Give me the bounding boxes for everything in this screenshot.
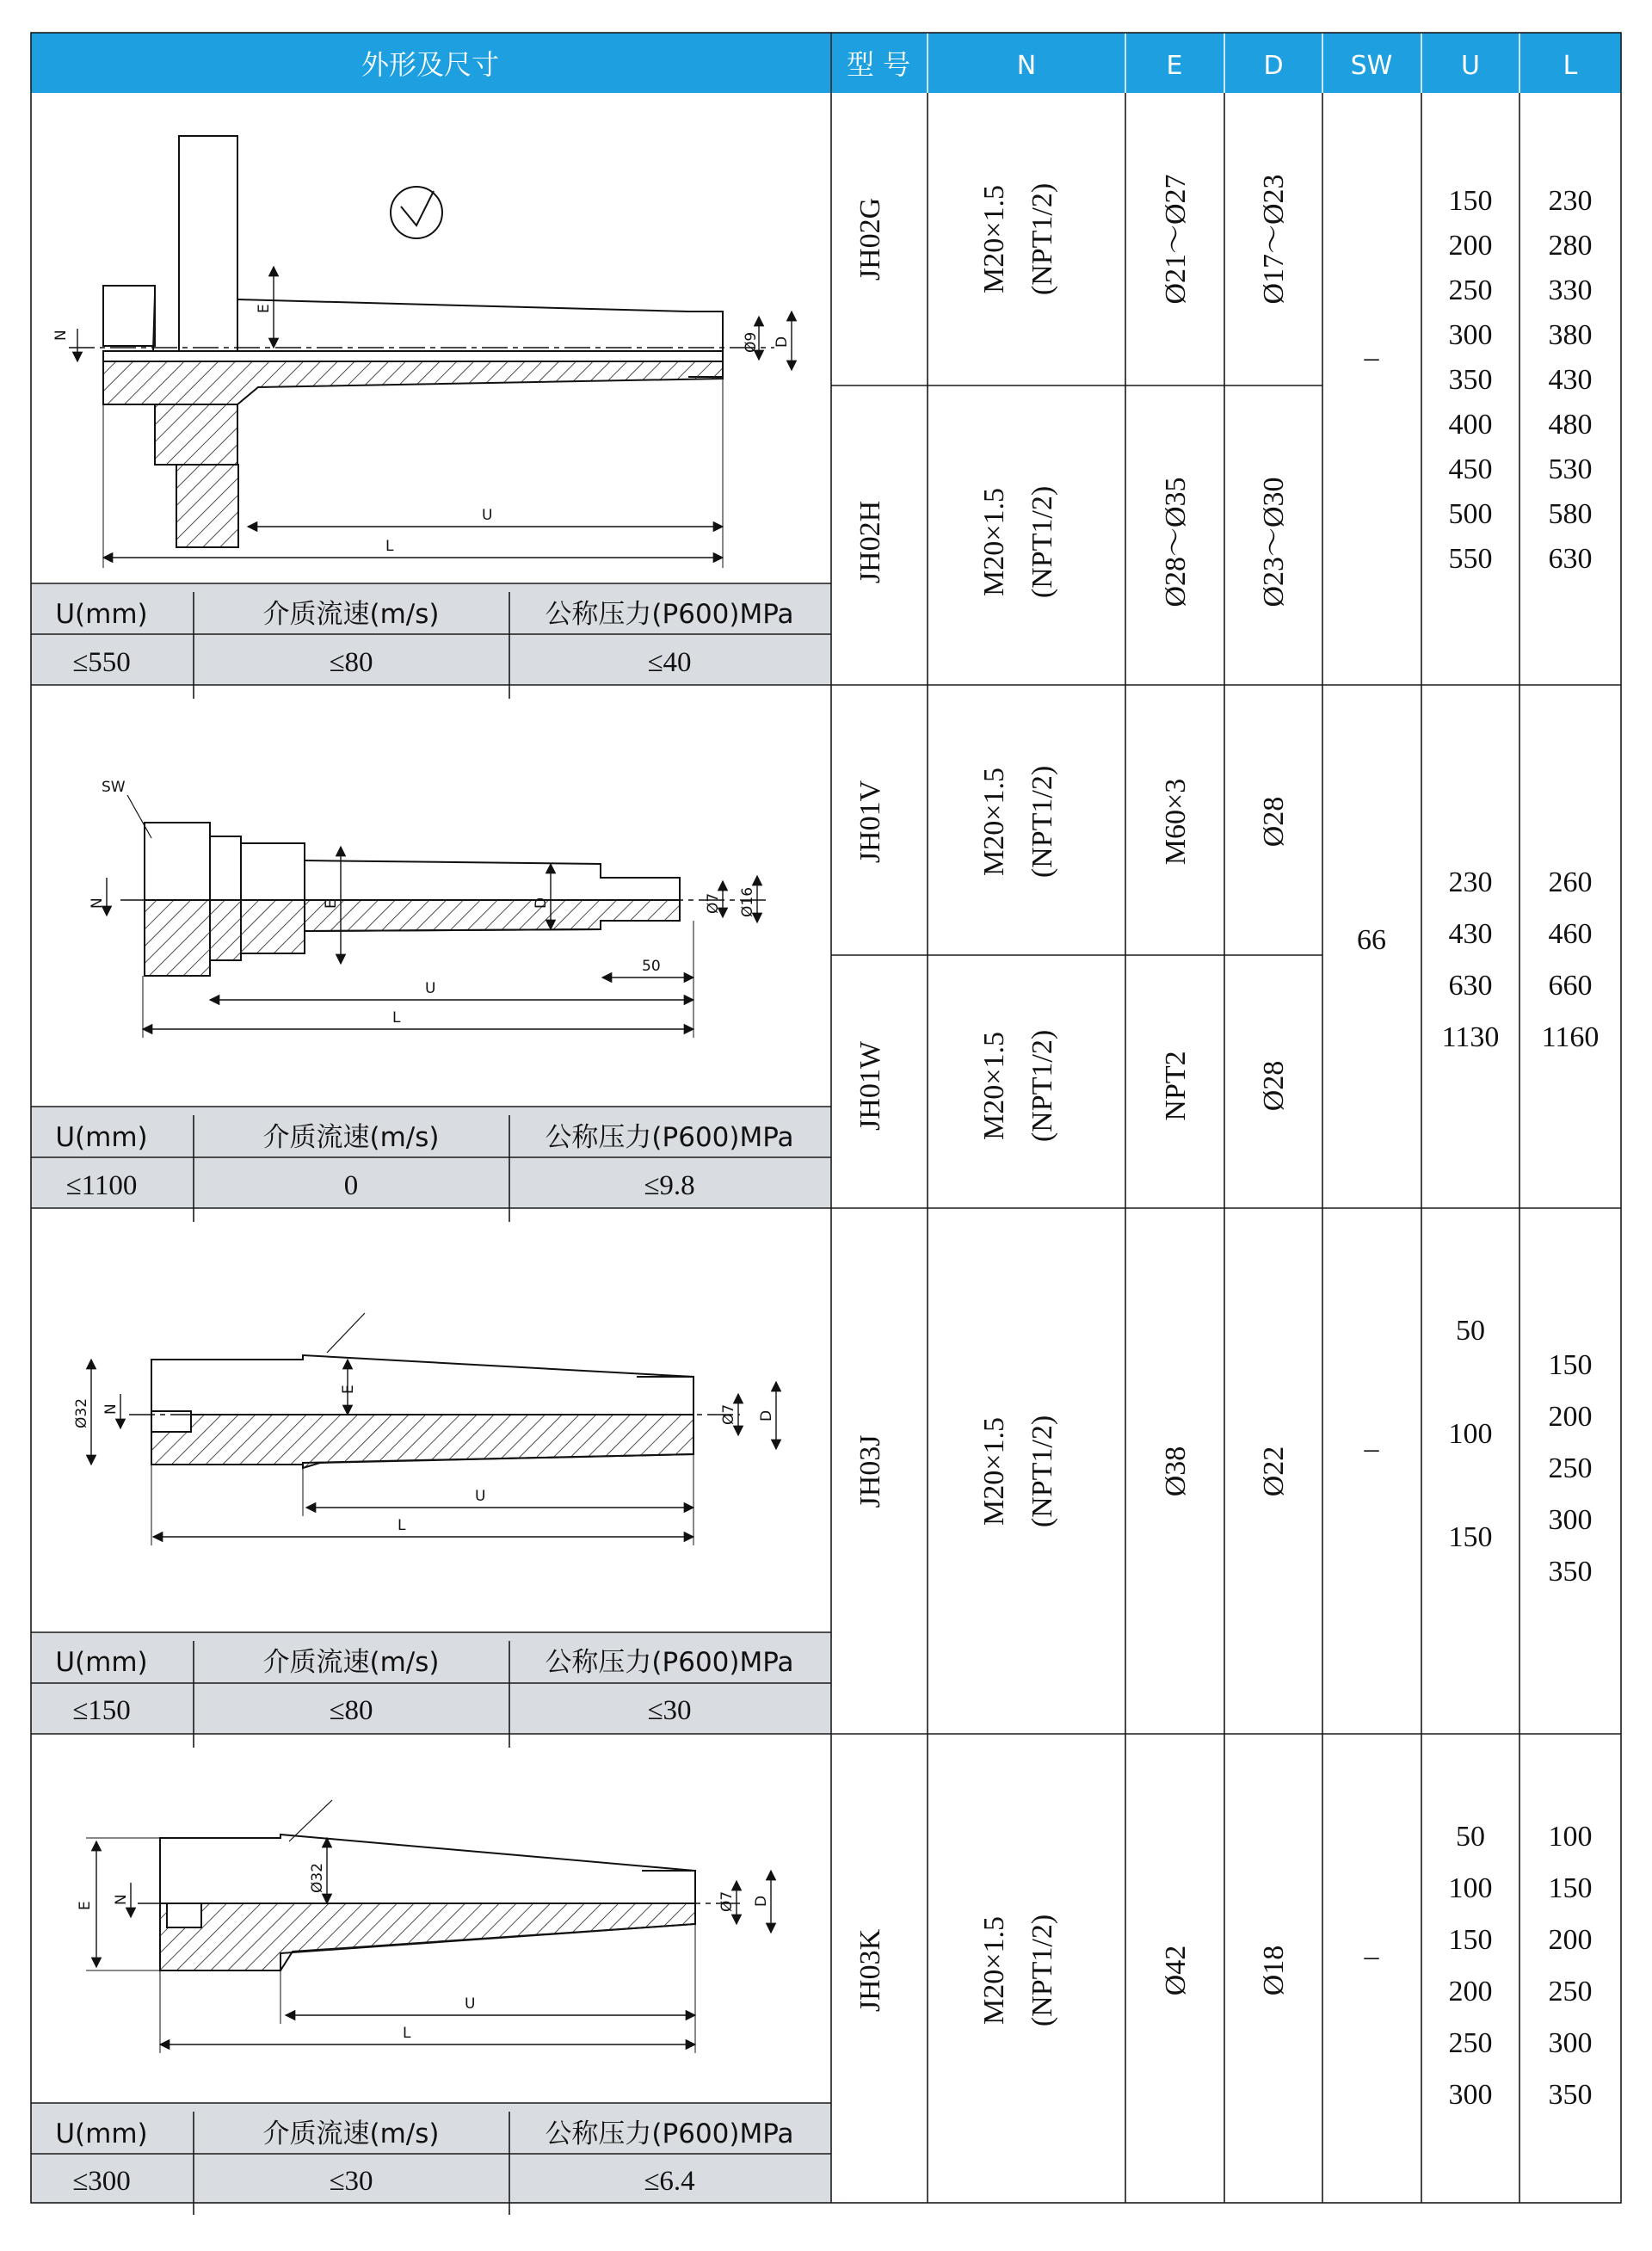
cond-label-speed: 介质流速(m/s): [262, 1647, 440, 1678]
l-value: 430: [1548, 364, 1593, 396]
l-value: 200: [1548, 1401, 1593, 1433]
cond-u: ≤1100: [65, 1170, 138, 1201]
dim-label: N: [113, 1894, 130, 1905]
n-jh02g-line1: M20×1.5: [978, 185, 1010, 293]
u-value: 550: [1448, 543, 1493, 575]
cond-label-u: U(mm): [55, 1122, 148, 1153]
section-1-models: [854, 174, 1380, 607]
drawing-3: [91, 1313, 776, 1545]
cond-speed: ≤30: [329, 2166, 373, 2197]
dim-label: U: [482, 507, 493, 524]
cond-label-speed: 介质流速(m/s): [262, 1122, 440, 1153]
section-4-models: [854, 1915, 1380, 2026]
u-value: 150: [1448, 1924, 1493, 1956]
header-d: D: [1263, 51, 1284, 81]
cond-speed: ≤80: [329, 647, 373, 678]
cond-pressure: ≤30: [647, 1695, 692, 1726]
section-2-u-values: [1442, 866, 1500, 1053]
dim-label: L: [398, 1517, 406, 1534]
dim-label: Ø7: [718, 1890, 736, 1912]
section-2-l-values: [1542, 866, 1600, 1053]
model-jh02g: JH02G: [854, 197, 886, 281]
e-jh02g: Ø21～Ø27: [1160, 174, 1192, 305]
dim-label: L: [392, 1009, 401, 1027]
u-value: 430: [1448, 918, 1493, 950]
cond-u: ≤150: [72, 1695, 131, 1726]
l-value: 280: [1548, 230, 1593, 262]
u-value: 230: [1448, 866, 1493, 898]
n-jh03j-line2: (NPT1/2): [1026, 1415, 1058, 1528]
u-value: 100: [1448, 1872, 1493, 1904]
dim-label: Ø7: [705, 892, 722, 914]
cond-label-speed: 介质流速(m/s): [262, 2118, 440, 2149]
n-jh03k-line2: (NPT1/2): [1026, 1914, 1058, 2027]
dim-label: E: [323, 899, 340, 909]
l-value: 200: [1548, 1924, 1593, 1956]
cond-label-pressure: 公称压力(P600)MPa: [545, 599, 794, 630]
u-value: 1130: [1441, 1021, 1500, 1053]
e-jh03k: Ø42: [1160, 1945, 1192, 1996]
section-2-models: [854, 766, 1386, 1142]
dim-label: E: [77, 1901, 94, 1910]
header-sw: SW: [1350, 51, 1393, 81]
u-value: 350: [1448, 364, 1493, 396]
l-value: 150: [1548, 1349, 1593, 1381]
l-value: 530: [1548, 453, 1593, 485]
section-1-l-values: [1549, 185, 1593, 575]
dim-label: L: [403, 2025, 411, 2042]
drawing-4: [86, 1800, 771, 2053]
header-l: L: [1563, 51, 1578, 81]
dim-label: N: [52, 330, 70, 341]
dim-label: Ø16: [739, 886, 756, 917]
l-value: 150: [1548, 1872, 1593, 1904]
dim-label: N: [102, 1403, 120, 1415]
dim-label: Ø32: [73, 1397, 90, 1428]
section-4-l-values: [1549, 1821, 1593, 2111]
dim-label: Ø7: [720, 1403, 737, 1425]
dim-label: D: [774, 336, 791, 348]
cond-pressure: ≤40: [647, 647, 692, 678]
dim-label: SW: [102, 779, 126, 796]
dim-label: E: [256, 304, 273, 313]
n-jh01w-line1: M20×1.5: [978, 1032, 1010, 1140]
u-value: 50: [1456, 1821, 1485, 1853]
cond-label-speed: 介质流速(m/s): [262, 599, 440, 630]
table-header: [31, 33, 1621, 93]
dim-label: D: [758, 1409, 775, 1422]
section-3-l-values: [1549, 1349, 1593, 1588]
cond-speed: ≤80: [329, 1695, 373, 1726]
header-model: 型 号: [846, 48, 911, 81]
l-value: 350: [1548, 2079, 1593, 2111]
n-jh02g-line2: (NPT1/2): [1026, 182, 1058, 296]
sw-section-3: –: [1364, 1433, 1379, 1465]
n-jh01v-line2: (NPT1/2): [1026, 765, 1058, 879]
n-jh02h-line1: M20×1.5: [978, 488, 1010, 596]
cond-label-u: U(mm): [55, 1647, 148, 1678]
dim-label: 50: [642, 958, 661, 975]
d-jh02g: Ø17～Ø23: [1258, 174, 1290, 305]
cond-label-u: U(mm): [55, 599, 148, 630]
d-jh01v: Ø28: [1258, 796, 1290, 848]
header-e: E: [1166, 51, 1183, 81]
model-jh02h: JH02H: [854, 500, 886, 584]
dim-label: E: [340, 1385, 357, 1394]
e-jh01w: NPT2: [1160, 1051, 1192, 1121]
u-value: 400: [1448, 409, 1493, 441]
d-jh02h: Ø23～Ø30: [1258, 477, 1290, 607]
header-n: N: [1016, 51, 1037, 81]
d-jh03k: Ø18: [1258, 1945, 1290, 1996]
u-value: 250: [1448, 2027, 1493, 2059]
u-value: 200: [1448, 1976, 1493, 2007]
dim-label: Ø32: [309, 1862, 326, 1893]
l-value: 100: [1548, 1821, 1593, 1853]
header-shape: 外形及尺寸: [361, 48, 500, 81]
e-jh01v: M60×3: [1160, 778, 1192, 866]
l-value: 660: [1548, 970, 1593, 1002]
l-value: 250: [1548, 1452, 1593, 1484]
sw-section-1: –: [1364, 342, 1379, 373]
sw-section-2: 66: [1357, 924, 1386, 956]
l-value: 480: [1548, 409, 1593, 441]
u-value: 630: [1448, 970, 1493, 1002]
u-value: 300: [1448, 319, 1493, 351]
n-jh01v-line1: M20×1.5: [978, 768, 1010, 876]
u-value: 300: [1448, 2079, 1493, 2111]
u-value: 50: [1456, 1315, 1485, 1347]
cond-pressure: ≤9.8: [644, 1170, 695, 1201]
sw-section-4: –: [1364, 1940, 1379, 1972]
l-value: 460: [1548, 918, 1593, 950]
u-value: 150: [1448, 185, 1493, 217]
dim-label: N: [89, 897, 106, 909]
cond-label-u: U(mm): [55, 2118, 148, 2149]
d-jh03j: Ø22: [1258, 1446, 1290, 1497]
n-jh03k-line1: M20×1.5: [978, 1916, 1010, 2025]
dim-label: L: [385, 538, 394, 555]
l-value: 1160: [1541, 1021, 1600, 1053]
cond-speed: 0: [343, 1170, 359, 1201]
dim-label: D: [533, 897, 550, 909]
dim-label: U: [425, 980, 436, 997]
e-jh02h: Ø28～Ø35: [1160, 477, 1192, 607]
dim-label: U: [475, 1488, 486, 1505]
l-value: 350: [1548, 1556, 1593, 1588]
l-value: 300: [1548, 1504, 1593, 1536]
section-1-u-values: [1449, 185, 1493, 575]
section-4-u-values: [1449, 1821, 1493, 2111]
l-value: 250: [1548, 1976, 1593, 2007]
model-jh03k: JH03K: [854, 1928, 886, 2013]
l-value: 330: [1548, 274, 1593, 306]
header-u: U: [1461, 51, 1480, 81]
dim-label: D: [753, 1895, 770, 1907]
cond-label-pressure: 公称压力(P600)MPa: [545, 1122, 794, 1153]
l-value: 260: [1548, 866, 1593, 898]
section-3-u-values: [1449, 1315, 1493, 1553]
l-value: 580: [1548, 498, 1593, 530]
u-value: 450: [1448, 453, 1493, 485]
cond-label-pressure: 公称压力(P600)MPa: [545, 2118, 794, 2149]
e-jh03j: Ø38: [1160, 1446, 1192, 1497]
l-value: 630: [1548, 543, 1593, 575]
n-jh02h-line2: (NPT1/2): [1026, 485, 1058, 599]
l-value: 230: [1548, 185, 1593, 217]
u-value: 250: [1448, 274, 1493, 306]
dim-label: U: [465, 1995, 476, 2013]
l-value: 380: [1548, 319, 1593, 351]
model-jh01w: JH01W: [854, 1041, 886, 1131]
l-value: 300: [1548, 2027, 1593, 2059]
d-jh01w: Ø28: [1258, 1060, 1290, 1112]
u-value: 150: [1448, 1521, 1493, 1553]
u-value: 200: [1448, 230, 1493, 262]
cond-pressure: ≤6.4: [644, 2166, 695, 2197]
u-value: 100: [1448, 1418, 1493, 1450]
model-jh01v: JH01V: [854, 780, 886, 864]
model-jh03j: JH03J: [854, 1434, 886, 1508]
dim-label: Ø9: [743, 331, 760, 353]
drawing-2: [107, 795, 766, 1038]
section-3-models: [854, 1415, 1380, 1527]
cond-u: ≤550: [72, 647, 131, 678]
cond-u: ≤300: [72, 2166, 131, 2197]
drawing-1: [69, 136, 792, 568]
cond-label-pressure: 公称压力(P600)MPa: [545, 1647, 794, 1678]
n-jh03j-line1: M20×1.5: [978, 1417, 1010, 1526]
u-value: 500: [1448, 498, 1493, 530]
n-jh01w-line2: (NPT1/2): [1026, 1029, 1058, 1143]
